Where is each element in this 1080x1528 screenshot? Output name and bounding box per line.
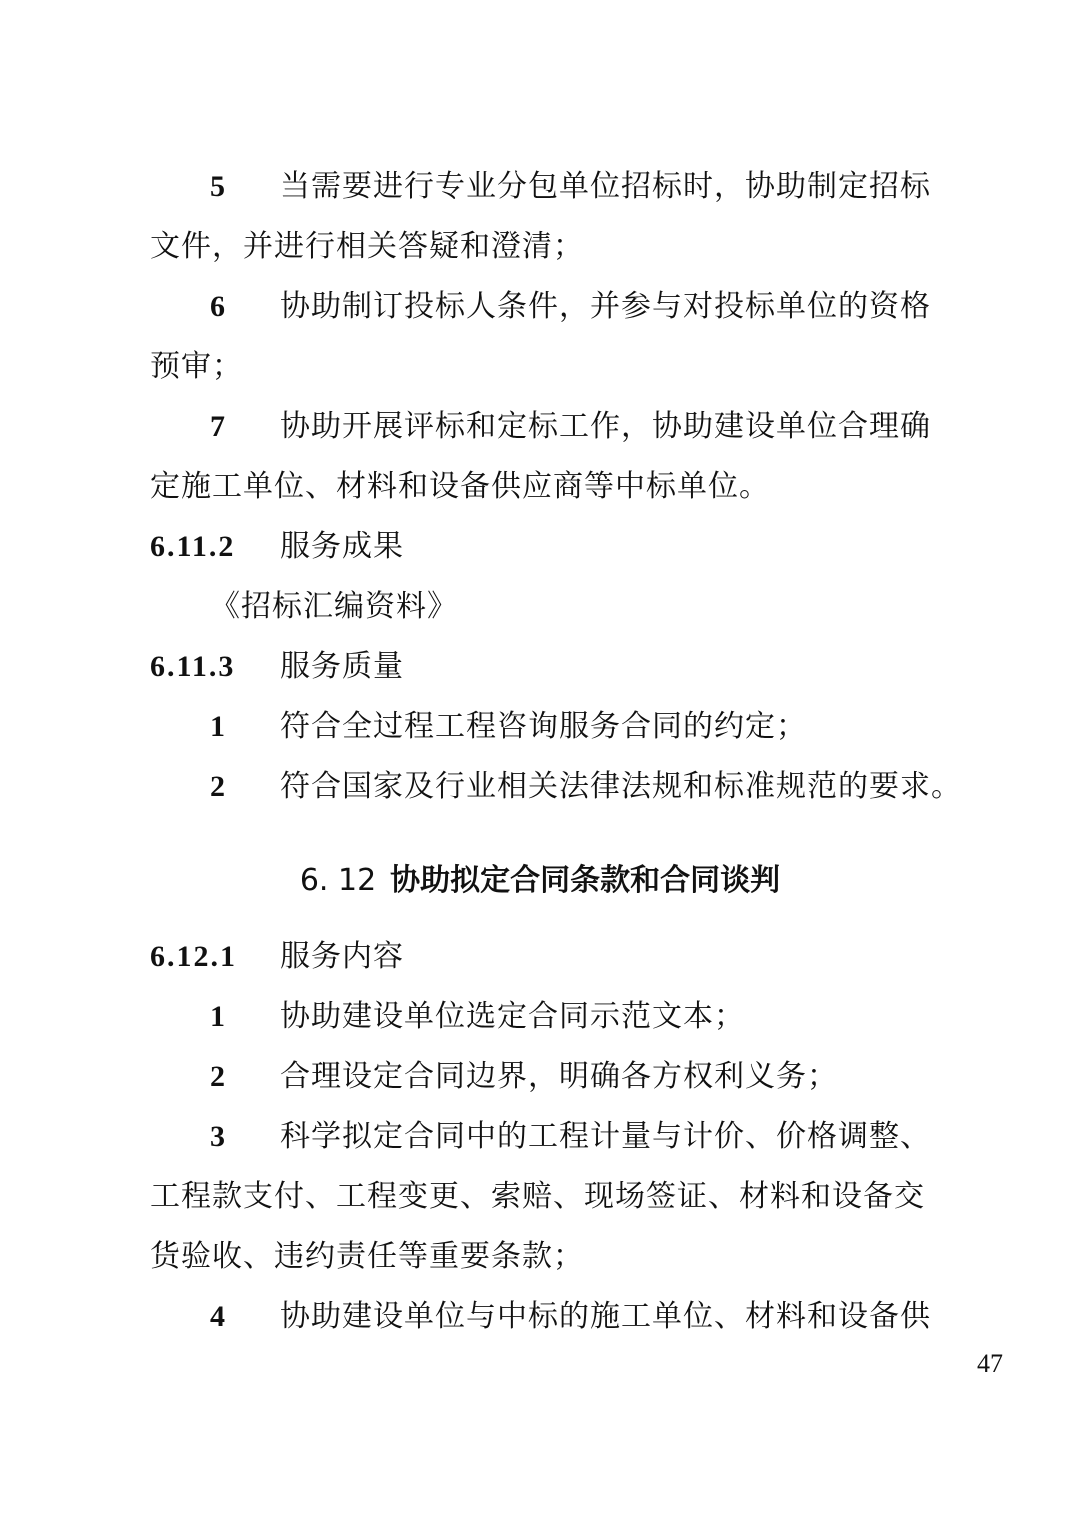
section-number: 6.12.1 <box>150 940 237 973</box>
item-continuation: 预审； <box>150 349 243 384</box>
item-number: 1 <box>210 710 226 743</box>
section-number: 6.11.3 <box>150 650 236 683</box>
section-heading <box>150 937 940 977</box>
item-number: 2 <box>210 1060 226 1093</box>
item-text: 科学拟定合同中的工程计量与计价、价格调整、 <box>280 1119 931 1154</box>
section-heading <box>150 527 940 567</box>
item-continuation: 工程款支付、工程变更、索赔、现场签证、材料和设备交 <box>150 1179 925 1214</box>
section-body: 《招标汇编资料》 <box>210 589 458 624</box>
page-number: 47 <box>977 1349 1003 1378</box>
item-number: 7 <box>210 410 226 443</box>
section-heading <box>150 647 940 687</box>
list-item <box>210 407 1000 447</box>
item-text: 协助制订投标人条件，并参与对投标单位的资格 <box>280 289 931 324</box>
item-number: 2 <box>210 770 226 803</box>
item-continuation: 文件，并进行相关答疑和澄清； <box>150 229 584 264</box>
list-item <box>210 1297 1000 1337</box>
list-item <box>210 997 1000 1037</box>
item-text: 协助开展评标和定标工作，协助建设单位合理确 <box>280 409 931 444</box>
section-title: 服务质量 <box>280 649 404 684</box>
chapter-heading <box>0 861 1080 901</box>
section-title: 服务成果 <box>280 529 404 564</box>
list-item <box>210 167 1000 207</box>
item-text: 合理设定合同边界，明确各方权利义务； <box>280 1059 838 1094</box>
list-item <box>210 1057 1000 1097</box>
item-text: 符合全过程工程咨询服务合同的约定； <box>280 709 807 744</box>
item-number: 5 <box>210 170 226 203</box>
item-number: 6 <box>210 290 226 323</box>
list-item <box>210 287 1000 327</box>
item-number: 1 <box>210 1000 226 1033</box>
item-number: 3 <box>210 1120 226 1153</box>
item-text: 符合国家及行业相关法律法规和标准规范的要求。 <box>280 769 962 804</box>
list-item <box>210 767 1000 807</box>
item-text: 协助建设单位与中标的施工单位、材料和设备供 <box>280 1299 931 1334</box>
heading-title: 协助拟定合同条款和合同谈判 <box>390 863 781 898</box>
item-text: 协助建设单位选定合同示范文本； <box>280 999 745 1034</box>
section-title: 服务内容 <box>280 939 404 974</box>
item-continuation: 货验收、违约责任等重要条款； <box>150 1239 584 1274</box>
item-text: 当需要进行专业分包单位招标时，协助制定招标 <box>280 169 931 204</box>
list-item <box>210 1117 1000 1157</box>
heading-number: 6. 12 <box>299 863 377 898</box>
item-number: 4 <box>210 1300 226 1333</box>
list-item <box>210 707 1000 747</box>
section-number: 6.11.2 <box>150 530 236 563</box>
item-continuation: 定施工单位、材料和设备供应商等中标单位。 <box>150 469 770 504</box>
